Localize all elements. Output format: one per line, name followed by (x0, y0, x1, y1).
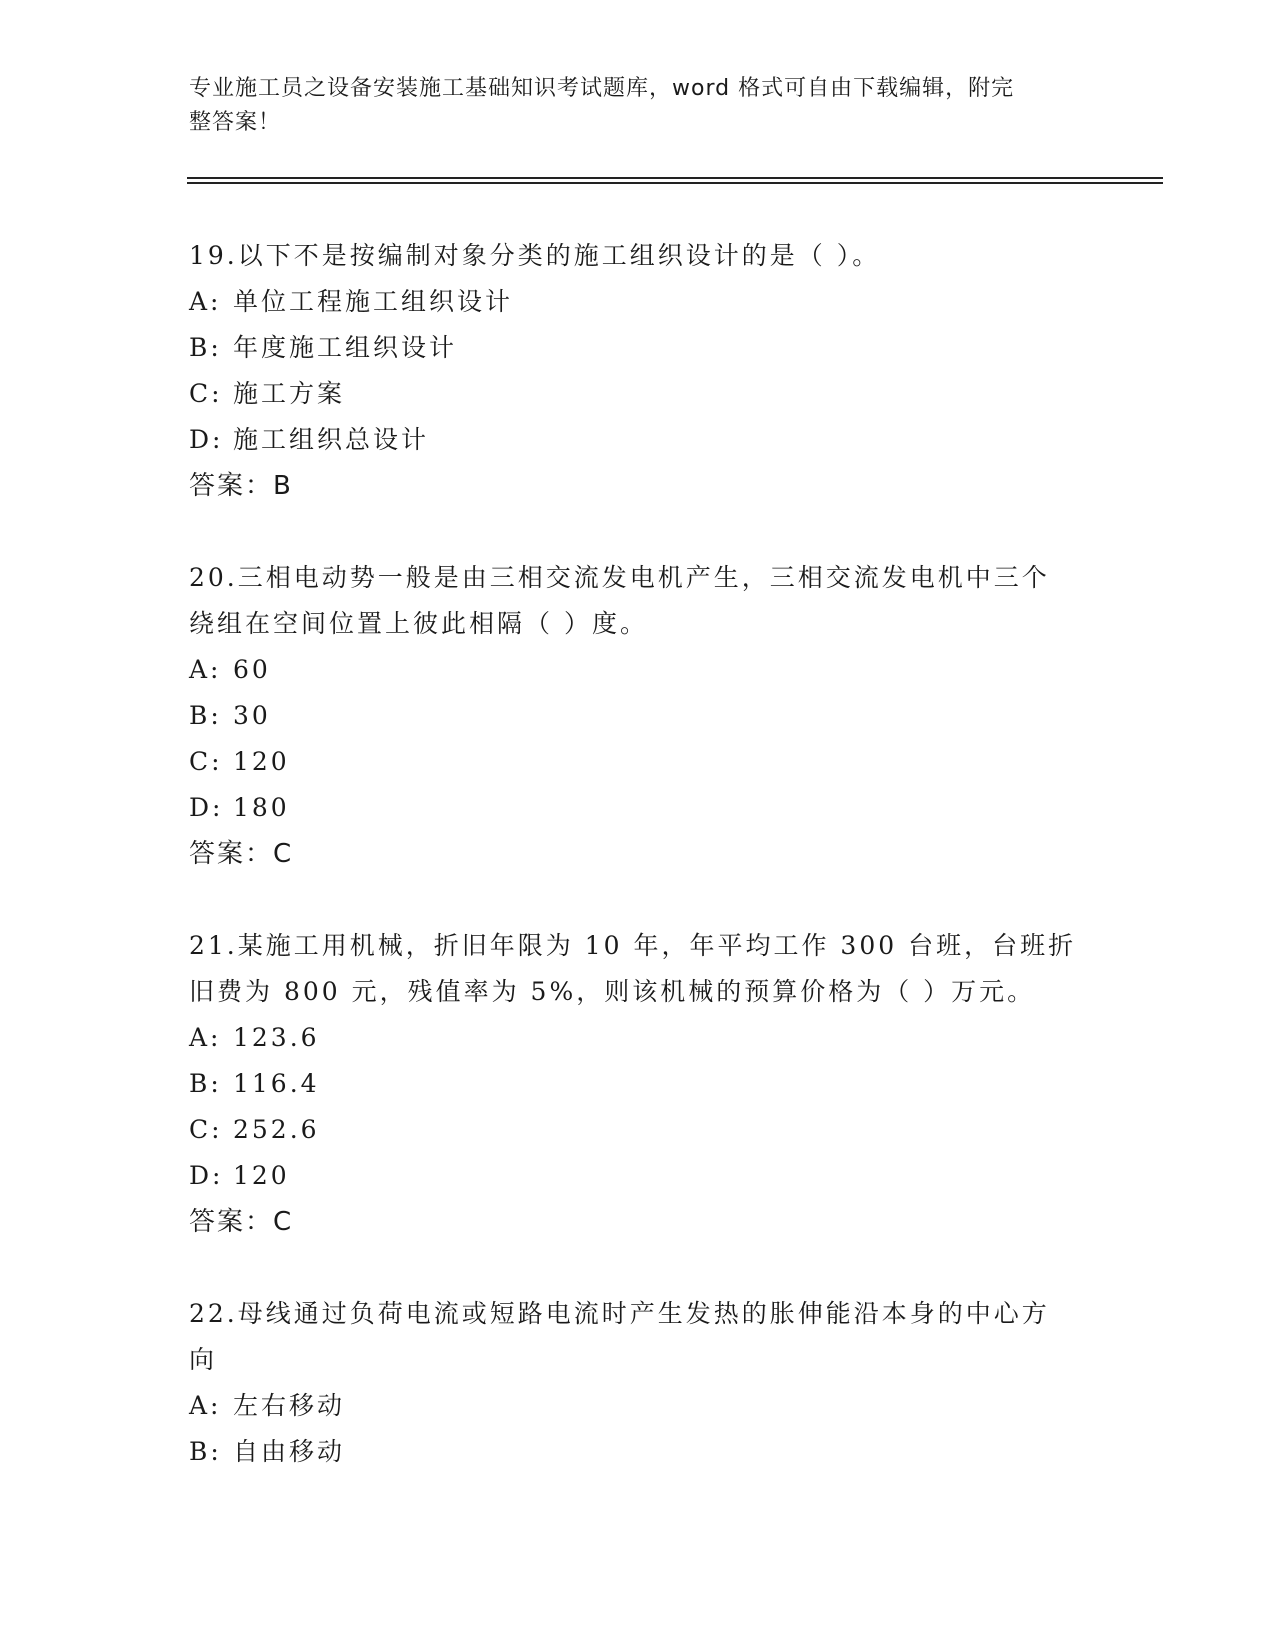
option-d (189, 1153, 1089, 1199)
option-key: A: (189, 287, 222, 316)
option-key: B: (189, 333, 222, 362)
option-key: C: (189, 379, 223, 408)
question-stem-continued: 向 (189, 1345, 218, 1374)
option-b (189, 1429, 1089, 1475)
option-a (189, 647, 1089, 693)
option-text: 120 (233, 747, 290, 776)
answer-line: 答案：C (189, 839, 294, 869)
question-stem: 21.某施工用机械，折旧年限为 10 年，年平均工作 300 台班，台班折 (189, 931, 1077, 960)
header-line-1: 专业施工员之设备安装施工基础知识考试题库，word 格式可自由下载编辑，附完 (189, 76, 1015, 101)
option-text: 30 (233, 701, 271, 730)
option-text: 年度施工组织设计 (233, 333, 458, 362)
option-key: D: (189, 793, 224, 822)
option-text: 180 (233, 793, 290, 822)
question-stem: 20.三相电动势一般是由三相交流发电机产生，三相交流发电机中三个 (189, 563, 1050, 592)
option-text: 116.4 (233, 1069, 320, 1098)
answer-line: 答案：C (189, 1207, 294, 1237)
option-key: A: (189, 655, 222, 684)
option-text: 120 (233, 1161, 290, 1190)
option-text: 施工组织总设计 (233, 425, 430, 454)
option-text: 施工方案 (233, 379, 346, 408)
option-c (189, 739, 1089, 785)
header-double-rule (187, 177, 1163, 184)
option-text: 123.6 (233, 1023, 320, 1052)
question-stem: 22.母线通过负荷电流或短路电流时产生发热的胀伸能沿本身的中心方 (189, 1299, 1050, 1328)
option-key: B: (189, 1069, 222, 1098)
option-key: C: (189, 747, 223, 776)
option-d (189, 785, 1089, 831)
question-20 (189, 555, 1089, 877)
option-b (189, 325, 1089, 371)
option-c (189, 1107, 1089, 1153)
option-text: 252.6 (233, 1115, 320, 1144)
option-a (189, 1383, 1089, 1429)
question-22 (189, 1291, 1089, 1475)
question-stem-continued: 旧费为 800 元，残值率为 5%，则该机械的预算价格为（ ）万元。 (189, 977, 1036, 1006)
option-text: 自由移动 (233, 1437, 346, 1466)
question-21 (189, 923, 1089, 1245)
question-stem: 19.以下不是按编制对象分类的施工组织设计的是（ ）。 (189, 241, 881, 270)
option-d (189, 417, 1089, 463)
option-text: 单位工程施工组织设计 (233, 287, 514, 316)
option-text: 60 (233, 655, 271, 684)
document-header (189, 72, 1089, 140)
option-key: B: (189, 701, 222, 730)
answer-line: 答案：B (189, 471, 293, 501)
option-key: D: (189, 425, 224, 454)
question-19 (189, 233, 1089, 509)
question-list (189, 233, 1089, 1521)
option-key: A: (189, 1023, 222, 1052)
option-text: 左右移动 (233, 1391, 346, 1420)
option-key: A: (189, 1391, 222, 1420)
header-line-2: 整答案！ (189, 110, 282, 135)
option-c (189, 371, 1089, 417)
option-b (189, 1061, 1089, 1107)
option-b (189, 693, 1089, 739)
question-stem-continued: 绕组在空间位置上彼此相隔（ ）度。 (189, 609, 648, 638)
option-key: C: (189, 1115, 223, 1144)
option-key: D: (189, 1161, 224, 1190)
option-key: B: (189, 1437, 222, 1466)
option-a (189, 279, 1089, 325)
option-a (189, 1015, 1089, 1061)
